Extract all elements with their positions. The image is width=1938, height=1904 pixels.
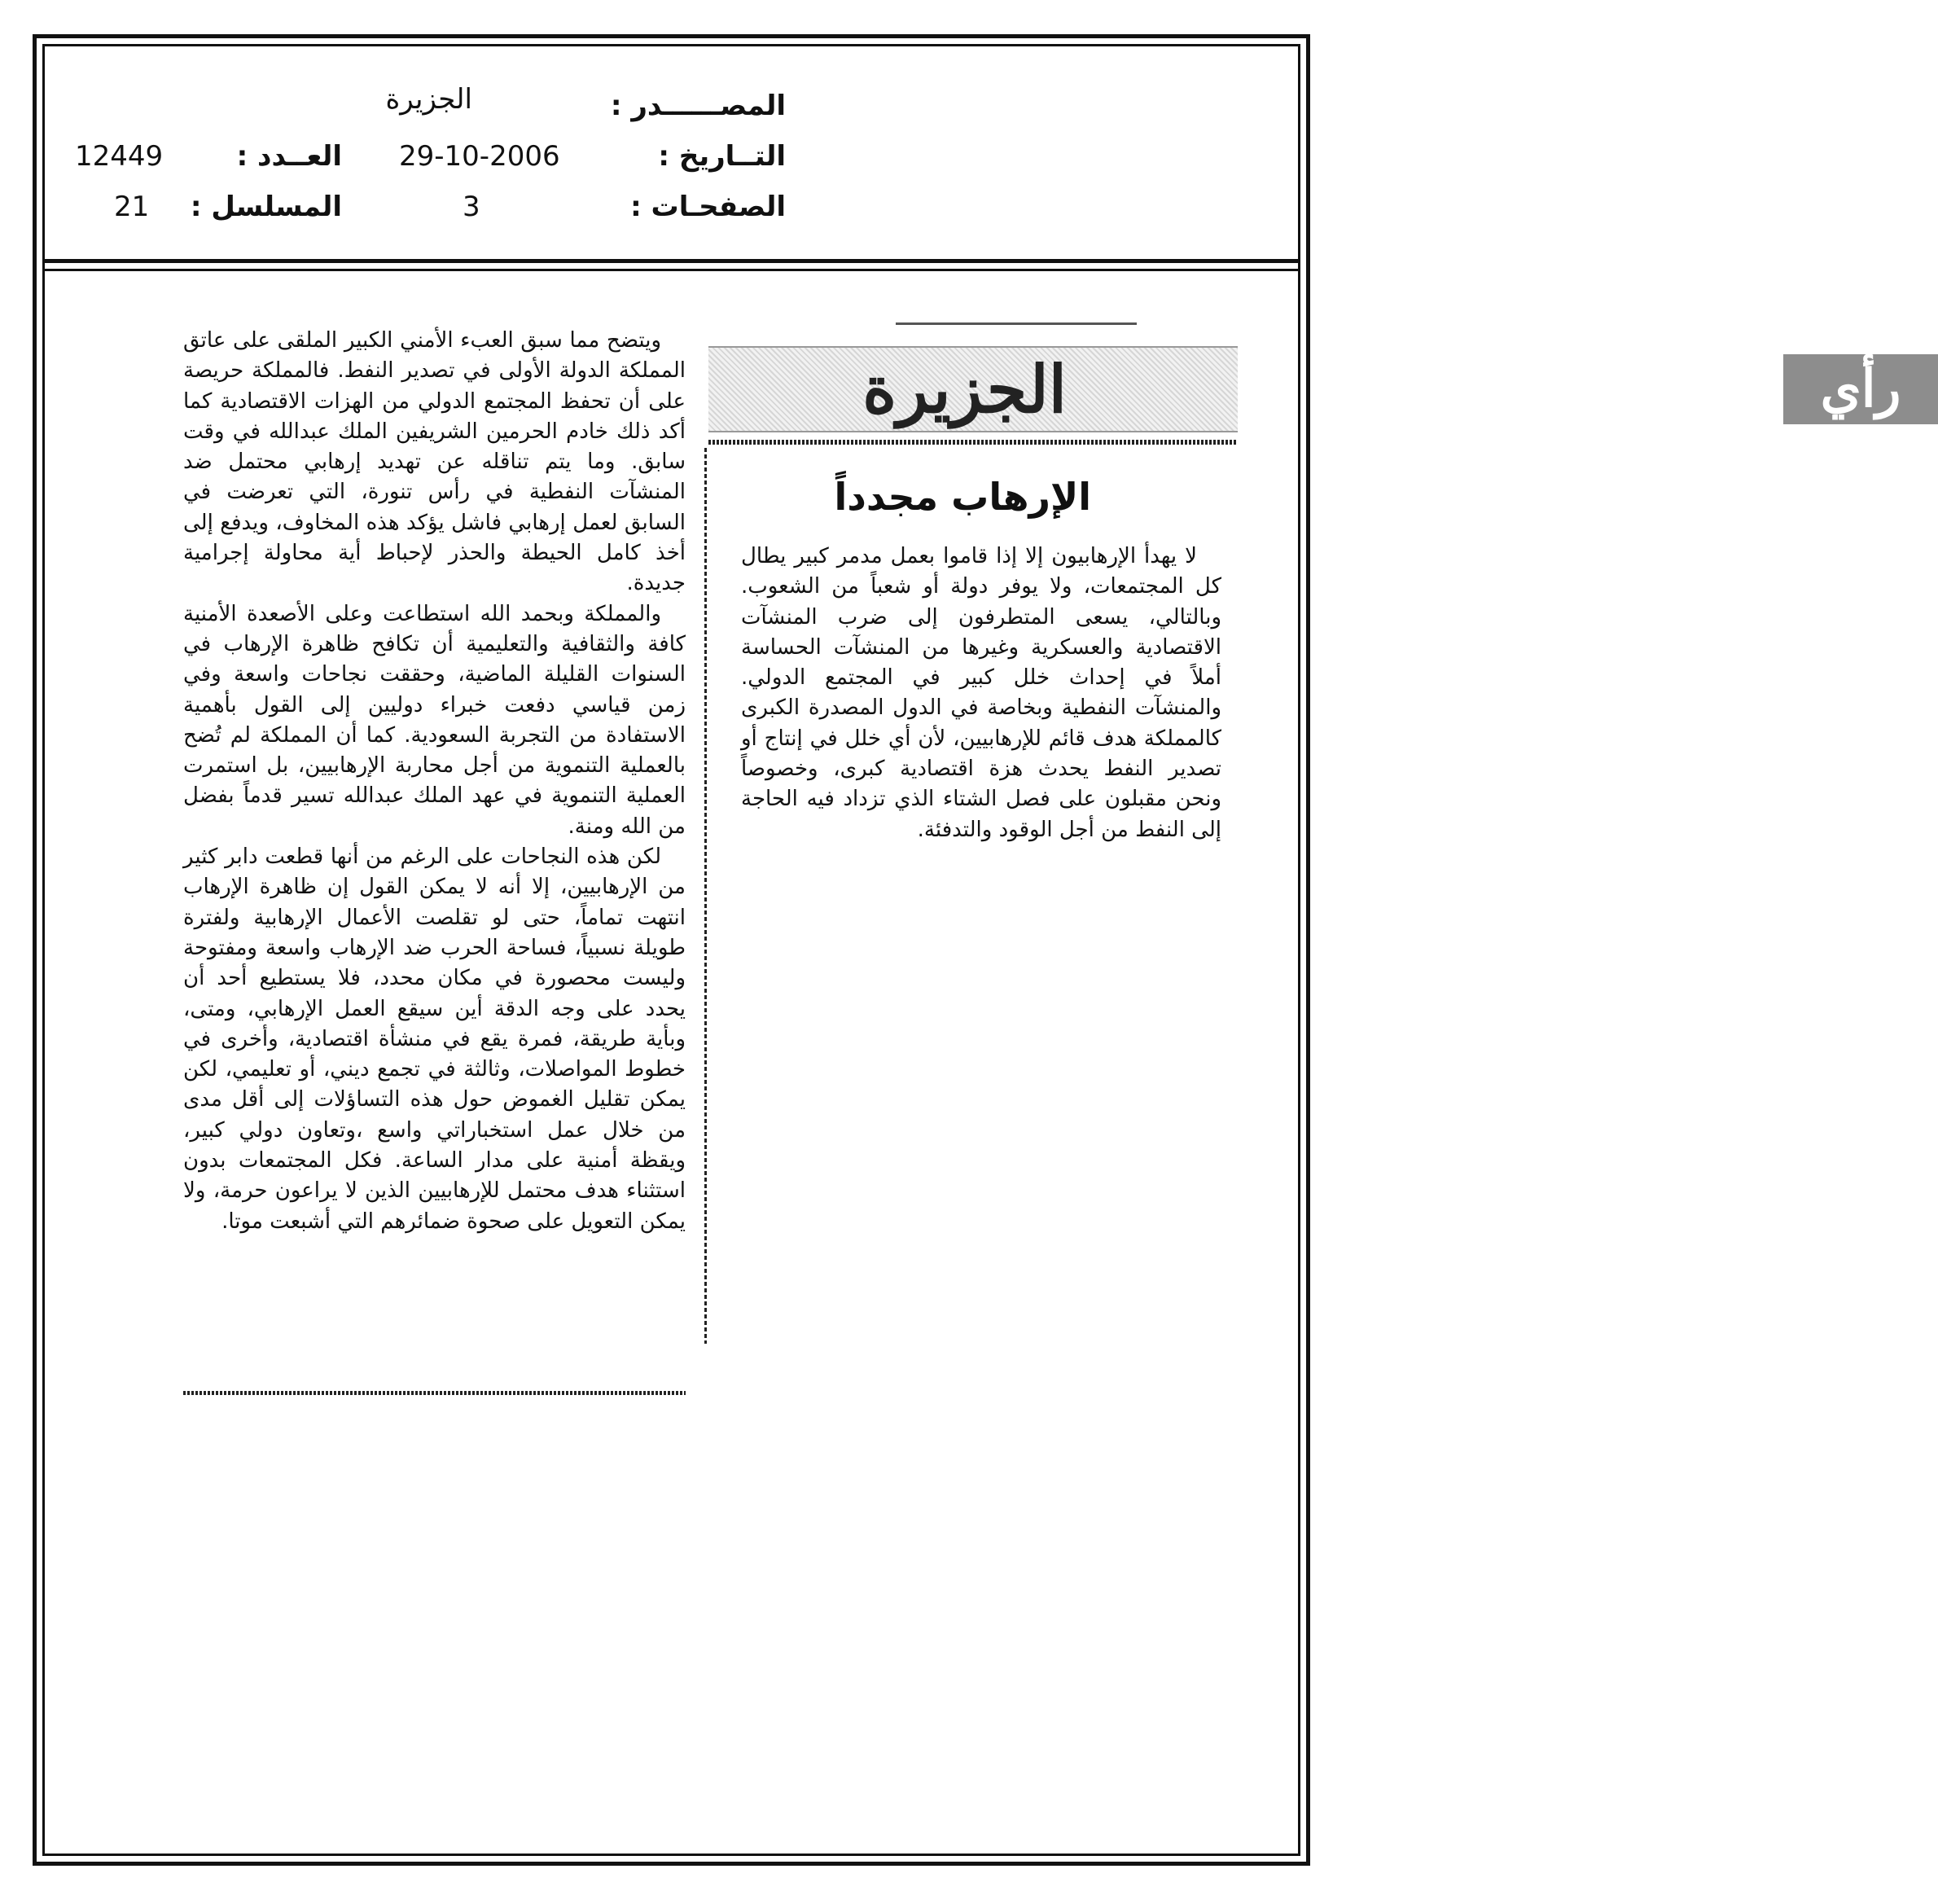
article-headline: الإرهاب مجدداً [834,475,1091,519]
pages-value: 3 [463,191,480,223]
source-value: الجزيرة [385,83,472,116]
paragraph: ويتضح مما سبق العبء الأمني الكبير الملقى على عاتق المملكة الدولة الأولى في تصدير النفط. فالمملكة حريصة على أن تحفظ المجتمع الدولي من الهزات الاقتصادية كما أكد ذلك خادم الحرمين الشريفين الملك عبدالله في وقت سابق. وما يتم تناقله عن تهديد إرهابي محتمل ضد المنشآت النفطية في رأس تنورة، التي تعرضت في السابق لعمل إرهابي فاشل يؤكد هذه المخاوف، ويدفع إلى أخذ كامل الحيطة والحذر لإحباط أية محاولة إجرامية جديدة. [183,328,686,596]
left-column [183,326,686,1237]
issue-value: 12449 [75,140,164,173]
paragraph: والمملكة وبحمد الله استطاعت وعلى الأصعدة الأمنية كافة والثقافية والتعليمية أن تكافح ظاهرة الإرهاب في السنوات القليلة الماضية، وحققت نجاحات واسعة وفي زمن قياسي دفعت خبراء دوليين إلى القول بأهمية الاستفادة من التجربة السعودية. كما أن المملكة لم تُضح بالعملية التنموية من أجل محاربة الإرهابيين، بل استمرت العملية التنموية في عهد الملك عبدالله تسير قدماً بفضل من الله ومنة. [183,601,686,839]
header-separator [42,259,1300,263]
masthead-name: الجزيرة [862,351,1067,428]
pages-label: الصفحـات : [630,191,786,223]
masthead-opinion-box: رأي [1783,354,1938,424]
serial-label: المسلسل : [190,191,342,223]
masthead [708,346,1901,432]
masthead-rule [708,440,1238,445]
source-label: المصــــــدر : [610,90,786,122]
date-value: 29-10-2006 [399,140,560,173]
column-divider [704,448,707,1344]
paragraph: لكن هذه النجاحات على الرغم من أنها قطعت دابر كثير من الإرهابيين، إلا أنه لا يمكن القول إن ظاهرة الإرهاب انتهت تماماً، حتى لو تقلصت الأعمال الإرهابية ولفترة طويلة نسبياً، فساحة الحرب ضد الإرهاب واسعة ومفتوحة وليست محصورة في مكان محدد، فلا يستطيع أحد أن يحدد على وجه الدقة أين سيقع العمل الإرهابي، ومتى، وبأية طريقة، فمرة يقع في منشأة اقتصادية، وأخرى في خطوط المواصلات، وثالثة في تجمع ديني، أو تعليمي، لكن يمكن تقليل الغموض حول هذه التساؤلات إلى أقل مدى من خلال عمل استخباراتي واسع ،وتعاون دولي كبير، ويقظة أمنية على مدار الساعة. فكل المجتمعات بدون استثناء هدف محتمل للإرهابيين الذين لا يراعون حرمة، ولا يمكن التعويل على صحوة ضمائرهم التي أشبعت موتا. [183,845,686,1234]
serial-value: 21 [114,191,150,223]
bottom-rule [183,1391,686,1395]
masthead-topline [896,322,1137,325]
header-separator-thin [42,269,1300,271]
date-label: التــاريخ : [658,140,786,173]
paragraph: لا يهدأ الإرهابيون إلا إذا قاموا بعمل مدمر كبير يطال كل المجتمعات، ولا يوفر دولة أو شعباً من الشعوب. وبالتالي، يسعى المتطرفون إلى ضرب المنشآت الاقتصادية والعسكرية وغيرها من المنشآت الحساسة أملاً في إحداث خلل كبير في المجتمع الدولي. والمنشآت النفطية وبخاصة في الدول المصدرة الكبرى كالمملكة هدف قائم للإرهابيين، لأن أي خلل في إنتاج أو تصدير النفط يحدث هزة اقتصادية كبرى، وخصوصاً ونحن مقبلون على فصل الشتاء الذي تزداد فيه الحاجة إلى النفط من أجل الوقود والتدفئة. [741,544,1221,842]
issue-label: العــدد : [236,140,342,173]
right-column [741,542,1221,845]
